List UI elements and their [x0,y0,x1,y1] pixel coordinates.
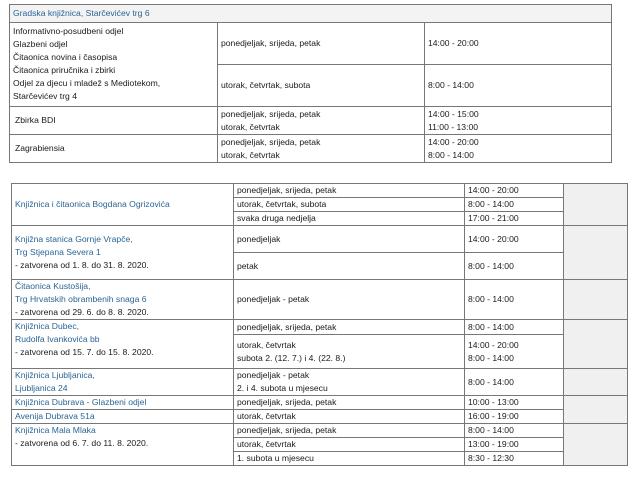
hours-cell: 14:00 - 20:00 [465,226,564,253]
days-cell: utorak, četvrtak [234,438,465,452]
library-name: Knjižnica i čitaonica Bogdana Ogrizovića [12,184,234,226]
hours-line: 14:00 - 15:00 [428,108,479,119]
library-address: Ljubljanica 24 [15,383,68,393]
library-cell [12,280,234,320]
hours-cell [425,107,612,135]
library-address: Trg Stjepana Severa 1 [15,247,101,257]
hours-cell: 8:00 - 14:00 [465,424,564,438]
days-cell [234,369,465,396]
location-line: Glazbeni odjel [13,39,68,49]
library-name: Knjižnica Dubrava - Glazbeni odjel [12,396,234,410]
library-name: Knjižnica Dubec, [15,321,80,331]
hours-cell: 8:00 - 14:00 [465,369,564,396]
days-cell: ponedjeljak, srijeda, petak [234,424,465,438]
location-line: Čitaonica priručnika i zbirki [13,65,116,75]
days-cell [218,107,425,135]
library-cell [12,320,234,369]
days-cell: utorak, četvrtak, subota [218,65,425,107]
library-name: Knjižnica Ljubljanica, [15,370,95,380]
table-header: Gradska knjižnica, Starčevićev trg 6 [10,5,612,23]
empty-cell [564,226,628,280]
days-cell: ponedjeljak [234,226,465,253]
days-line: utorak, četvrtak [237,339,296,350]
hours-cell: 14:00 - 20:00 [425,23,612,65]
days-line: 2. i 4. subota u mjesecu [237,383,328,393]
days-cell: petak [234,253,465,280]
hours-cell: 8:00 - 14:00 [465,253,564,280]
hours-line: 8:00 - 14:00 [428,149,474,160]
days-cell: utorak, četvrtak, subota [234,198,465,212]
library-address: Avenija Dubrava 51a [12,410,234,424]
hours-cell: 8:30 - 12:30 [465,452,564,466]
empty-cell [564,396,628,424]
days-line: utorak, četvrtak [221,121,280,132]
location-line: Starčevićev trg 4 [13,91,77,101]
closure-note: - zatvorena od 6. 7. do 11. 8. 2020. [15,438,149,448]
library-cell [12,424,234,466]
days-cell: ponedjeljak - petak [234,280,465,320]
empty-cell [564,280,628,320]
days-cell: svaka druga nedjelja [234,212,465,226]
hours-cell: 8:00 - 14:00 [465,198,564,212]
days-cell [218,135,425,163]
empty-cell [564,184,628,226]
hours-cell [425,135,612,163]
days-cell: ponedjeljak, srijeda, petak [218,23,425,65]
hours-cell: 16:00 - 19:00 [465,410,564,424]
location-cell: Zagrabiensia [10,135,218,163]
location-line: Čitaonica novina i časopisa [13,52,118,62]
library-cell [12,369,234,396]
location-line: Odjel za djecu i mladež s Mediotekom, [13,78,161,88]
location-line: Informativno-posudbeni odjel [13,26,124,36]
library-name: Knjižnica Mala Mlaka [15,425,96,435]
library-name: Knjižna stanica Gornje Vrapče, [15,234,133,244]
library-address: Rudolfa Ivankovića bb [15,334,100,344]
hours-line: 11:00 - 13:00 [428,121,479,132]
days-line: utorak, četvrtak [221,149,280,160]
closure-note: - zatvorena od 15. 7. do 15. 8. 2020. [15,347,154,357]
empty-cell [564,320,628,369]
days-cell: 1. subota u mjesecu [234,452,465,466]
days-line: ponedjeljak, srijeda, petak [221,136,321,147]
closure-note: - zatvorena od 29. 6. do 8. 8. 2020. [15,307,149,317]
hours-line: 14:00 - 20:00 [468,339,519,350]
days-cell [234,335,465,369]
hours-line: 14:00 - 20:00 [428,136,479,147]
hours-cell [465,335,564,369]
hours-cell: 10:00 - 13:00 [465,396,564,410]
days-cell: ponedjeljak, srijeda, petak [234,184,465,198]
hours-cell: 17:00 - 21:00 [465,212,564,226]
empty-cell [564,424,628,466]
days-line: ponedjeljak, srijeda, petak [221,108,321,119]
hours-line: 8:00 - 14:00 [468,352,514,363]
hours-cell: 8:00 - 14:00 [425,65,612,107]
locations-cell [10,23,218,107]
gradska-knjiznica-table [9,4,612,163]
days-cell: ponedjeljak, srijeda, petak [234,396,465,410]
days-cell: utorak, četvrtak [234,410,465,424]
hours-cell: 8:00 - 14:00 [465,320,564,335]
hours-cell: 14:00 - 20:00 [465,184,564,198]
library-cell [12,226,234,280]
library-name: Čitaonica Kustošija, [15,281,91,291]
days-cell: ponedjeljak, srijeda, petak [234,320,465,335]
library-address: Trg Hrvatskih obrambenih snaga 6 [15,294,147,304]
days-line: ponedjeljak - petak [237,370,310,380]
hours-cell: 8:00 - 14:00 [465,280,564,320]
hours-cell: 13:00 - 19:00 [465,438,564,452]
days-line: subota 2. (12. 7.) i 4. (22. 8.) [237,352,346,363]
closure-note: - zatvorena od 1. 8. do 31. 8. 2020. [15,260,149,270]
branch-libraries-table [11,183,628,466]
location-cell: Zbirka BDI [10,107,218,135]
empty-cell [564,369,628,396]
